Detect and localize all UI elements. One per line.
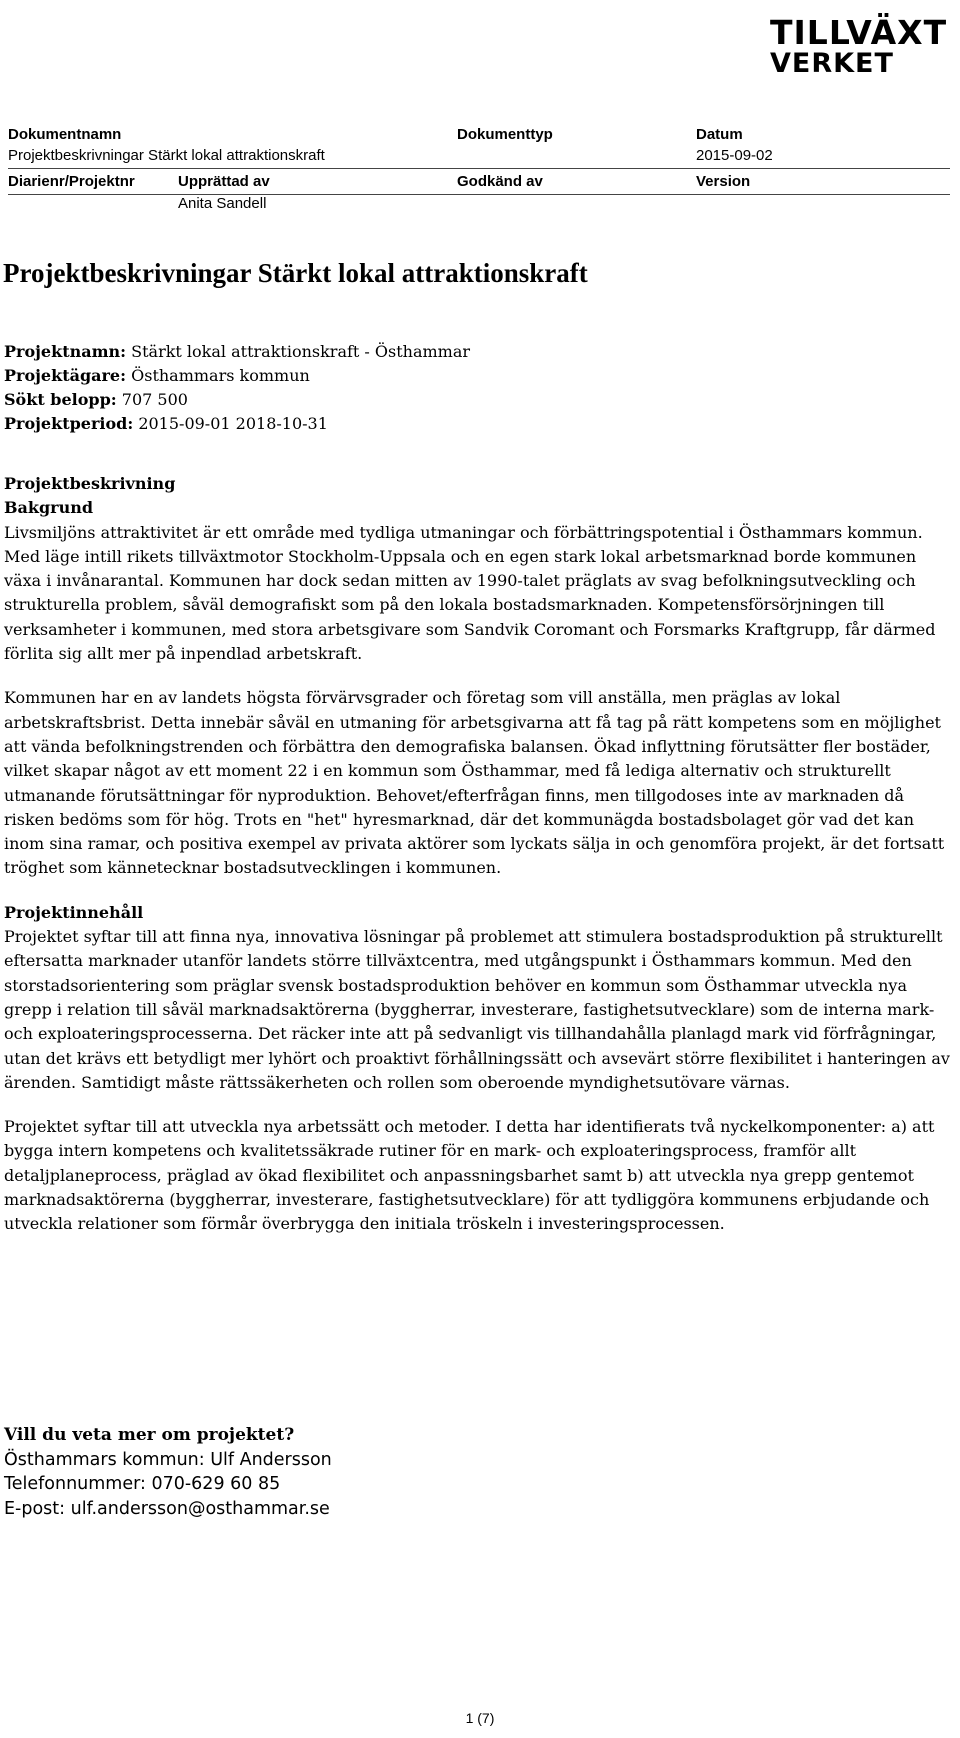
- contact-line: Östhammars kommun: Ulf Andersson: [4, 1449, 332, 1470]
- info-label: Sökt belopp:: [4, 390, 117, 409]
- meta-label-date: Datum: [696, 126, 743, 143]
- meta-label-version: Version: [696, 173, 751, 190]
- info-label: Projektnamn:: [4, 342, 127, 361]
- info-label: Projektperiod:: [4, 414, 134, 433]
- meta-value-row-2: [8, 195, 950, 216]
- contact-heading: Vill du veta mer om projektet?: [4, 1425, 295, 1445]
- meta-label-type: Dokumenttyp: [457, 126, 553, 143]
- info-value: 2015-09-01 2018-10-31: [138, 414, 328, 433]
- info-value: Östhammars kommun: [131, 366, 310, 385]
- paragraph: Kommunen har en av landets högsta förvärvsgrader och företag som vill anställa, men präglas av lokal arbetskraftsbrist. Detta innebär såväl en utmaning för arbetsgivarna att få tag på rätt kompetens som en möjlighet att vända befolkningstrenden och förbättra den demografiska balansen. Ökad inflyttning förutsätter fler bostäder, vilket skapar något av ett moment 22 i en kommun som Östhammar, med få lediga alternativ och strukturellt utmanande förutsättningar för nyproduktion. Behovet/efterfrågan finns, men tillgodoses inte av marknaden då risken bedöms som för hög. Trots en "het" hyresmarknad, där det kommunägda bostadsbolaget gör vad det kan inom sina ramar, och positiva exempel av privata aktörer som lyckats sälja in och genomföra projekt, är det fortsatt tröghet som kännetecknar bostadsutvecklingen i kommunen.: [4, 688, 945, 878]
- section-heading: Projektbeskrivning: [4, 474, 176, 493]
- logo-line2: VERKET: [770, 48, 894, 79]
- meta-label-diarie: Diarienr/Projektnr: [8, 173, 135, 190]
- subsection-heading-content: Projektinnehåll: [4, 902, 144, 922]
- project-description: [4, 472, 952, 1257]
- info-value: 707 500: [121, 390, 188, 409]
- meta-header-row-1: [8, 126, 950, 147]
- metadata-table: [8, 126, 950, 216]
- page-number: 1 (7): [465, 1710, 495, 1726]
- info-row: [4, 388, 470, 412]
- paragraph: Livsmiljöns attraktivitet är ett område med tydliga utmaningar och förbättringspotential i Östhammars kommun. Med läge intill rikets tillväxtmotor Stockholm-Uppsala och en egen stark lokal arbetsmarknad borde kommunen växa i invånarantal. Kommunen har dock sedan mitten av 1990-talet präglats av svag befolkningsutveckling och strukturella problem, såväl demografiskt som på den lokala bostadsmarknaden. Kompetensförsörjningen till verksamheter i kommunen, med stora arbetsgivare som Sandvik Coromant och Forsmarks Kraftgrupp, får därmed förlita sig allt mer på inpendlad arbetskraft.: [4, 522, 936, 664]
- info-row: [4, 412, 470, 436]
- contact-section: [4, 1423, 332, 1521]
- info-row: [4, 364, 470, 388]
- meta-header-row-2: [8, 173, 950, 195]
- meta-label-approved: Godkänd av: [457, 173, 543, 190]
- meta-value-author: Anita Sandell: [178, 195, 267, 212]
- info-label: Projektägare:: [4, 366, 127, 385]
- contact-line: Telefonnummer: 070-629 60 85: [4, 1474, 281, 1494]
- info-row: [4, 340, 470, 364]
- paragraph: Projektet syftar till att utveckla nya arbetssätt och metoder. I detta har identifierats två nyckelkomponenter: a) att bygga intern kompetens och kvalitetssäkrade rutiner för en mark- och exploateringsprocess, framför allt detaljplaneprocess, präglad av ökad flexibilitet och anpassningsbarhet samt b) att utveckla nya grepp gentemot marknadsaktörerna (byggherrar, investerare, fastighetsutvecklare) för att tydliggöra kommunens erbjudande och utveckla relationer som förmår överbrygga den initiala tröskeln i investeringsprocessen.: [4, 1117, 935, 1234]
- paragraph: Projektet syftar till att finna nya, innovativa lösningar på problemet att stimulera bostadsproduktion på strukturellt eftersatta marknader utanför landets större tillväxtcentra, med utgångspunkt i Östhammars kommun. Med den storstadsorientering som präglar svensk bostadsproduktion behöver en kommun som Östhammar utveckla nya grepp i relation till såväl marknadsaktörerna (byggherrar, investerare, fastighetsutvecklare) som de interna mark- och exploateringsprocesserna. Det räcker inte att på sedvanligt vis tillhandahålla planlagd mark vid förfrågningar, utan det krävs ett betydligt mer lyhört och proaktivt förhållningssätt och avsevärt större flexibilitet i hanteringen av ärenden. Samtidigt måste rättssäkerheten och rollen som oberoende myndighetsutövare värnas.: [4, 927, 950, 1092]
- meta-label-author: Upprättad av: [178, 173, 270, 190]
- page-title: Projektbeskrivningar Stärkt lokal attraktionskraft: [3, 258, 588, 288]
- meta-value-row-1: [8, 147, 950, 169]
- subsection-heading-background: Bakgrund: [4, 498, 94, 518]
- tillvaxtverket-logo: [770, 4, 956, 80]
- info-value: Stärkt lokal attraktionskraft - Östhammar: [131, 342, 471, 361]
- logo-line1: TILLVÄXT: [770, 13, 948, 52]
- meta-value-date: 2015-09-02: [696, 147, 773, 164]
- meta-value-name: Projektbeskrivningar Stärkt lokal attraktionskraft: [8, 147, 325, 164]
- meta-label-name: Dokumentnamn: [8, 126, 122, 143]
- contact-line: E-post: ulf.andersson@osthammar.se: [4, 1498, 330, 1519]
- project-info: [4, 340, 470, 436]
